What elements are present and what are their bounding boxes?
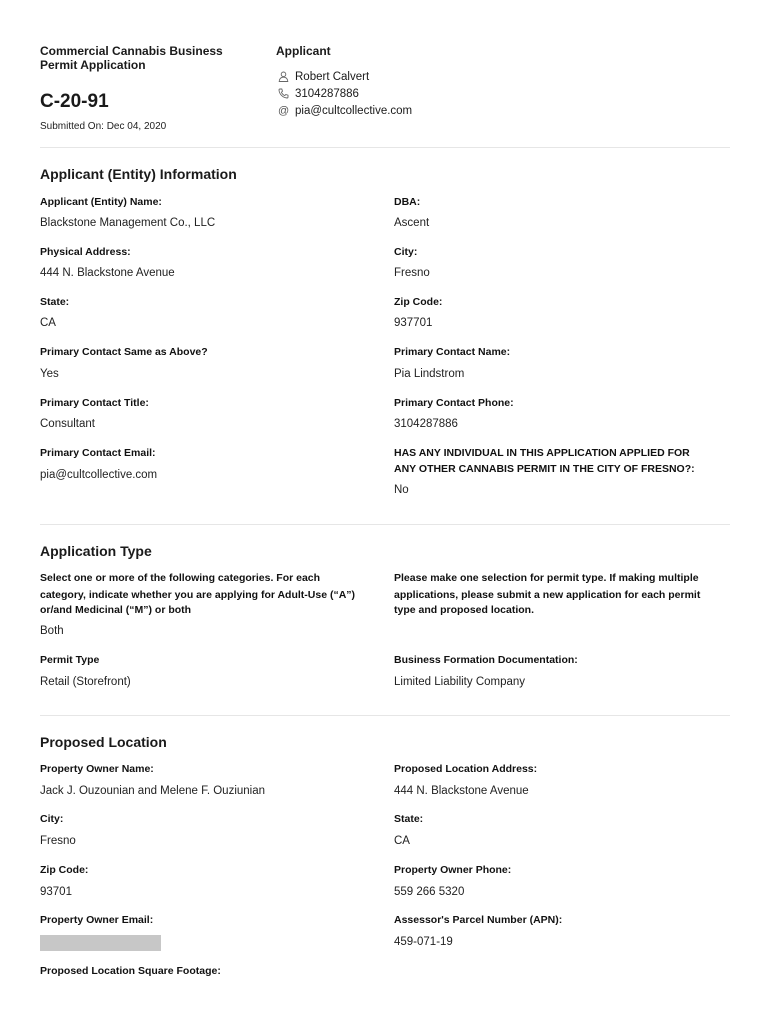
categories-label-line3: or/and Medicinal (“M”) or both [40,604,192,616]
applicant-name-row [278,68,576,85]
owner-name-label: Property Owner Name: [40,763,154,775]
applicant-email: pia@cultcollective.com [295,104,413,117]
dba-value: Ascent [394,217,430,229]
submitted-date: Submitted On: Dec 04, 2020 [40,121,167,132]
person-icon [278,71,292,82]
section-title-entity: Applicant (Entity) Information [40,166,237,182]
other-permit-value: No [394,484,409,496]
formation-docs-label: Business Formation Documentation: [394,654,578,666]
contact-same-value: Yes [40,368,59,380]
location-state-value: CA [394,835,410,847]
section-divider [40,524,730,525]
contact-same-label: Primary Contact Same as Above? [40,346,208,358]
section-title-proposed-location: Proposed Location [40,734,167,750]
applicant-email-row [278,102,576,119]
city-value: Fresno [394,267,430,279]
permit-title: Commercial Cannabis Business Permit Application [40,44,223,72]
entity-name-label: Applicant (Entity) Name: [40,196,162,208]
permit-type-value: Retail (Storefront) [40,676,131,688]
state-value: CA [40,317,56,329]
contact-email-value: pia@cultcollective.com [40,469,158,481]
zip-label: Zip Code: [394,296,443,308]
applicant-name: Robert Calvert [295,70,370,83]
physical-address-value: 444 N. Blackstone Avenue [40,267,175,279]
section-title-application-type: Application Type [40,543,152,559]
state-label: State: [40,296,70,308]
owner-phone-label: Property Owner Phone: [394,864,512,876]
permit-note-line1: Please make one selection for permit type. If making multiple [394,572,699,584]
owner-name-value: Jack J. Ouzounian and Melene F. Ouziunian [40,785,266,797]
apn-value: 459-071-19 [394,936,453,948]
city-label: City: [394,246,418,258]
location-address-value: 444 N. Blackstone Avenue [394,785,529,797]
location-zip-value: 93701 [40,886,72,898]
contact-name-value: Pia Lindstrom [394,368,465,380]
applicant-phone-row [278,85,576,102]
section-divider [40,715,730,716]
contact-title-value: Consultant [40,418,95,430]
location-state-label: State: [394,813,424,825]
location-address-label: Proposed Location Address: [394,763,538,775]
other-permit-label-line1: HAS ANY INDIVIDUAL IN THIS APPLICATION APPLIED FOR [394,447,690,459]
zip-value: 937701 [394,317,433,329]
contact-phone-label: Primary Contact Phone: [394,397,514,409]
section-divider [40,147,730,148]
location-city-label: City: [40,813,64,825]
permit-note-line2: applications, please submit a new application for each permit [394,589,701,601]
applicant-phone: 3104287886 [295,87,359,100]
permit-number: C-20-91 [40,91,109,112]
redacted-owner-email [40,935,161,951]
other-permit-label-line2: ANY OTHER CANNABIS PERMIT IN THE CITY OF FRESNO?: [394,463,695,475]
permit-note-line3: type and proposed location. [394,604,535,616]
entity-name-value: Blackstone Management Co., LLC [40,217,216,229]
owner-email-label: Property Owner Email: [40,914,154,926]
at-icon: @ [278,104,290,117]
formation-docs-value: Limited Liability Company [394,676,526,688]
location-zip-label: Zip Code: [40,864,89,876]
contact-phone-value: 3104287886 [394,418,458,430]
location-city-value: Fresno [40,835,76,847]
document-header [40,44,730,136]
contact-name-label: Primary Contact Name: [394,346,511,358]
contact-title-label: Primary Contact Title: [40,397,149,409]
categories-label-line2: category, indicate whether you are applying for Adult-Use (“A”) [40,589,356,601]
contact-email-label: Primary Contact Email: [40,447,156,459]
physical-address-label: Physical Address: [40,246,131,258]
dba-label: DBA: [394,196,421,208]
owner-phone-value: 559 266 5320 [394,886,465,898]
apn-label: Assessor's Parcel Number (APN): [394,914,563,926]
categories-label-line1: Select one or more of the following categories. For each [40,572,321,584]
phone-icon [278,88,292,99]
applicant-summary [276,44,576,119]
permit-type-label: Permit Type [40,654,100,666]
applicant-heading: Applicant [276,44,331,58]
categories-value: Both [40,625,64,637]
square-footage-label: Proposed Location Square Footage: [40,965,221,977]
